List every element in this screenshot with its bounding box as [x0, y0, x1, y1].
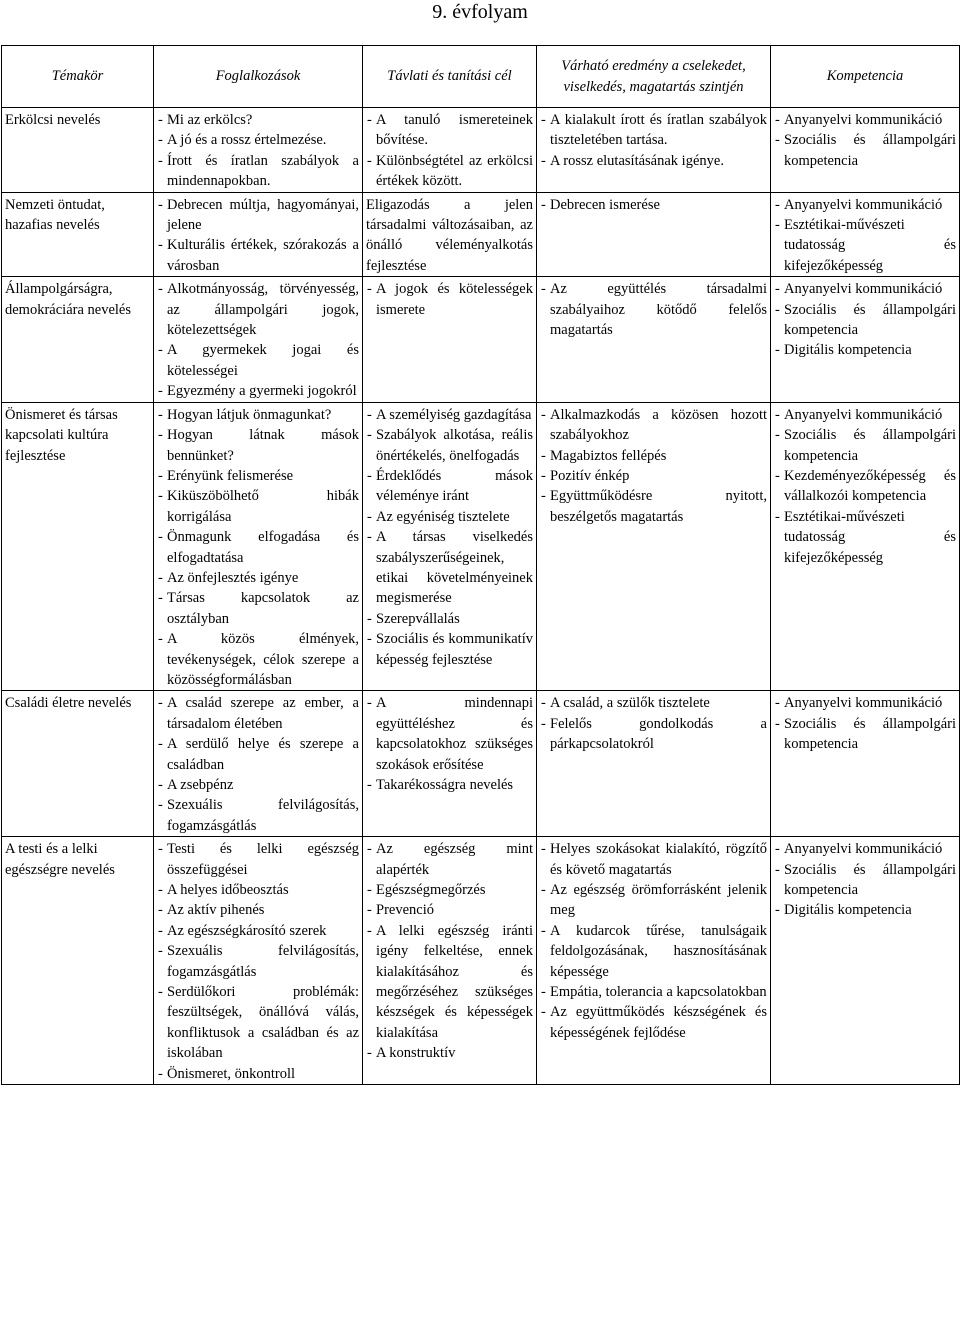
list-item: - Az egészségkárosító szerek [157, 921, 359, 941]
list-item: - Takarékosságra nevelés [366, 775, 533, 795]
table-row [2, 108, 960, 193]
results-cell [537, 402, 771, 691]
list-item: - Egyezmény a gyermeki jogokról [157, 381, 359, 401]
list-item: - Erényünk felismerése [157, 466, 359, 486]
list-item: - A helyes időbeosztás [157, 880, 359, 900]
list-item: - A jogok és kötelességek ismerete [366, 279, 533, 320]
results-cell [537, 837, 771, 1085]
list-item: - Önmagunk elfogadása és elfogadtatása [157, 527, 359, 568]
table-body [2, 108, 960, 1085]
list-item: - Felelős gondolkodás a párkapcsolatokról [540, 714, 767, 755]
list-item: - Az egészség mint alapérték [366, 839, 533, 880]
list-item: - Az egészség örömforrásként jelenik meg [540, 880, 767, 921]
competencies-list [774, 279, 956, 361]
goals-list [366, 279, 533, 320]
goal-text: Eligazodás a jelen társadalmi változásaiban, az önálló véleményalkotás fejlesztése [366, 196, 533, 274]
topic-cell: Állampolgárságra, demokráciára nevelés [2, 277, 154, 402]
list-item: - A rossz elutasításának igénye. [540, 151, 767, 171]
list-item: - A társas viselkedés szabályszerűségeinek, etikai követelményeinek megismerése [366, 527, 533, 609]
competencies-cell [771, 108, 960, 193]
goals-list [366, 405, 533, 670]
list-item: - Anyanyelvi kommunikáció [774, 110, 956, 130]
competencies-list [774, 405, 956, 568]
topic-cell: Családi életre nevelés [2, 691, 154, 837]
list-item: - A mindennapi együttéléshez és kapcsolatokhoz szükséges szokások erősítése [366, 693, 533, 775]
list-item: - Kulturális értékek, szórakozás a városban [157, 235, 359, 276]
list-item: - Debrecen ismerése [540, 195, 767, 215]
list-item: - Szabályok alkotása, reális önértékelés, önelfogadás [366, 425, 533, 466]
competencies-list [774, 693, 956, 754]
activities-cell [154, 277, 363, 402]
list-item: - Egészségmegőrzés [366, 880, 533, 900]
curriculum-table [1, 45, 960, 1085]
header-temakor: Témakör [2, 46, 154, 108]
competencies-list [774, 839, 956, 921]
goals-list [366, 839, 533, 1063]
list-item: - Anyanyelvi kommunikáció [774, 195, 956, 215]
list-item: - Az együttműködés készségének és képességének fejlődése [540, 1002, 767, 1043]
list-item: - A közös élmények, tevékenységek, célok szerepe a közösségformálásban [157, 629, 359, 690]
table-row [2, 837, 960, 1085]
competencies-cell [771, 691, 960, 837]
list-item: - Digitális kompetencia [774, 340, 956, 360]
activities-list [157, 839, 359, 1084]
list-item: - A gyermekek jogai és kötelességei [157, 340, 359, 381]
activities-list [157, 110, 359, 192]
goals-cell [363, 192, 537, 277]
list-item: - Az önfejlesztés igénye [157, 568, 359, 588]
list-item: - A család, a szülők tisztelete [540, 693, 767, 713]
list-item: - Szociális és állampolgári kompetencia [774, 860, 956, 901]
list-item: - Hogyan látnak mások bennünket? [157, 425, 359, 466]
list-item: - A személyiség gazdagítása [366, 405, 533, 425]
topic-cell: Nemzeti öntudat, hazafias nevelés [2, 192, 154, 277]
results-list [540, 195, 767, 215]
list-item: - Szerepvállalás [366, 609, 533, 629]
list-item: - A jó és a rossz értelmezése. [157, 130, 359, 150]
activities-list [157, 693, 359, 836]
list-item: - Esztétikai-művészeti tudatosság és kifejezőképesség [774, 507, 956, 568]
results-cell [537, 691, 771, 837]
list-item: - Önismeret, önkontroll [157, 1064, 359, 1084]
results-list [540, 839, 767, 1043]
list-item: - Empátia, tolerancia a kapcsolatokban [540, 982, 767, 1002]
list-item: - Pozitív énkép [540, 466, 767, 486]
list-item: - A kudarcok tűrése, tanulságaik feldolgozásának, hasznosításának képessége [540, 921, 767, 982]
list-item: - Serdülőkori problémák: feszültségek, önállóvá válás, konfliktusok a családban és az iskolában [157, 982, 359, 1064]
activities-list [157, 195, 359, 277]
list-item: - Hogyan látjuk önmagunkat? [157, 405, 359, 425]
goals-list [366, 693, 533, 795]
activities-cell [154, 691, 363, 837]
list-item: - Esztétikai-művészeti tudatosság és kifejezőképesség [774, 215, 956, 276]
activities-list [157, 405, 359, 691]
table-row [2, 192, 960, 277]
list-item: - Digitális kompetencia [774, 900, 956, 920]
list-item: - Kiküszöbölhető hibák korrigálása [157, 486, 359, 527]
table-row [2, 691, 960, 837]
results-list [540, 279, 767, 340]
goals-cell [363, 402, 537, 691]
list-item: - Szociális és állampolgári kompetencia [774, 300, 956, 341]
list-item: - Az együttélés társadalmi szabályaihoz kötődő felelős magatartás [540, 279, 767, 340]
list-item: - Anyanyelvi kommunikáció [774, 405, 956, 425]
list-item: - Kezdeményezőképesség és vállalkozói kompetencia [774, 466, 956, 507]
table-row [2, 277, 960, 402]
goals-list [366, 110, 533, 192]
list-item: - Társas kapcsolatok az osztályban [157, 588, 359, 629]
results-list [540, 110, 767, 171]
header-tavlati-cel: Távlati és tanítási cél [363, 46, 537, 108]
goals-cell [363, 277, 537, 402]
goals-cell [363, 108, 537, 193]
list-item: - A tanuló ismereteinek bővítése. [366, 110, 533, 151]
results-cell [537, 192, 771, 277]
list-item: - Prevenció [366, 900, 533, 920]
header-row [2, 46, 960, 108]
competencies-list [774, 110, 956, 171]
list-item: - A kialakult írott és íratlan szabályok tiszteletében tartása. [540, 110, 767, 151]
header-foglalkozasok: Foglalkozások [154, 46, 363, 108]
list-item: - Szociális és állampolgári kompetencia [774, 425, 956, 466]
list-item: - Együttműködésre nyitott, beszélgetős magatartás [540, 486, 767, 527]
competencies-cell [771, 837, 960, 1085]
activities-list [157, 279, 359, 401]
activities-cell [154, 108, 363, 193]
activities-cell [154, 192, 363, 277]
list-item: - Szexuális felvilágosítás, fogamzásgátlás [157, 795, 359, 836]
table-row [2, 402, 960, 691]
competencies-cell [771, 192, 960, 277]
list-item: - A lelki egészség iránti igény felkeltése, ennek kialakításához és megőrzéséhez szükséges készségek és képességek kialakítása [366, 921, 533, 1043]
results-cell [537, 108, 771, 193]
list-item: - Testi és lelki egészség összefüggései [157, 839, 359, 880]
activities-cell [154, 402, 363, 691]
competencies-cell [771, 277, 960, 402]
list-item: - Az aktív pihenés [157, 900, 359, 920]
list-item: - Helyes szokásokat kialakító, rögzítő és követő magatartás [540, 839, 767, 880]
topic-cell: Erkölcsi nevelés [2, 108, 154, 193]
list-item: - A konstruktív [366, 1043, 533, 1063]
list-item: - Debrecen múltja, hagyományai, jelene [157, 195, 359, 236]
list-item: - Magabiztos fellépés [540, 446, 767, 466]
competencies-list [774, 195, 956, 277]
topic-cell: A testi és a lelki egészségre nevelés [2, 837, 154, 1085]
goals-cell [363, 837, 537, 1085]
list-item: - Anyanyelvi kommunikáció [774, 693, 956, 713]
list-item: - Különbségtétel az erkölcsi értékek között. [366, 151, 533, 192]
list-item: - Alkalmazkodás a közösen hozott szabályokhoz [540, 405, 767, 446]
list-item: - A család szerepe az ember, a társadalom életében [157, 693, 359, 734]
topic-cell: Önismeret és társas kapcsolati kultúra fejlesztése [2, 402, 154, 691]
list-item: - Szociális és állampolgári kompetencia [774, 130, 956, 171]
list-item: - Szociális és állampolgári kompetencia [774, 714, 956, 755]
list-item: - Az egyéniség tisztelete [366, 507, 533, 527]
list-item: - Alkotmányosság, törvényesség, az állampolgári jogok, kötelezettségek [157, 279, 359, 340]
results-cell [537, 277, 771, 402]
list-item: - Írott és íratlan szabályok a mindennapokban. [157, 151, 359, 192]
list-item: - Mi az erkölcs? [157, 110, 359, 130]
results-list [540, 693, 767, 754]
list-item: - A zsebpénz [157, 775, 359, 795]
page-title: 9. évfolyam [432, 1, 528, 23]
header-vart-eredmeny: Várható eredmény a cselekedet, viselkedés, magatartás szintjén [537, 46, 771, 108]
goals-cell [363, 691, 537, 837]
results-list [540, 405, 767, 527]
header-kompetencia: Kompetencia [771, 46, 960, 108]
activities-cell [154, 837, 363, 1085]
list-item: - Anyanyelvi kommunikáció [774, 279, 956, 299]
list-item: - A serdülő helye és szerepe a családban [157, 734, 359, 775]
competencies-cell [771, 402, 960, 691]
list-item: - Anyanyelvi kommunikáció [774, 839, 956, 859]
list-item: - Szociális és kommunikatív képesség fejlesztése [366, 629, 533, 670]
list-item: - Szexuális felvilágosítás, fogamzásgátlás [157, 941, 359, 982]
list-item: - Érdeklődés mások véleménye iránt [366, 466, 533, 507]
